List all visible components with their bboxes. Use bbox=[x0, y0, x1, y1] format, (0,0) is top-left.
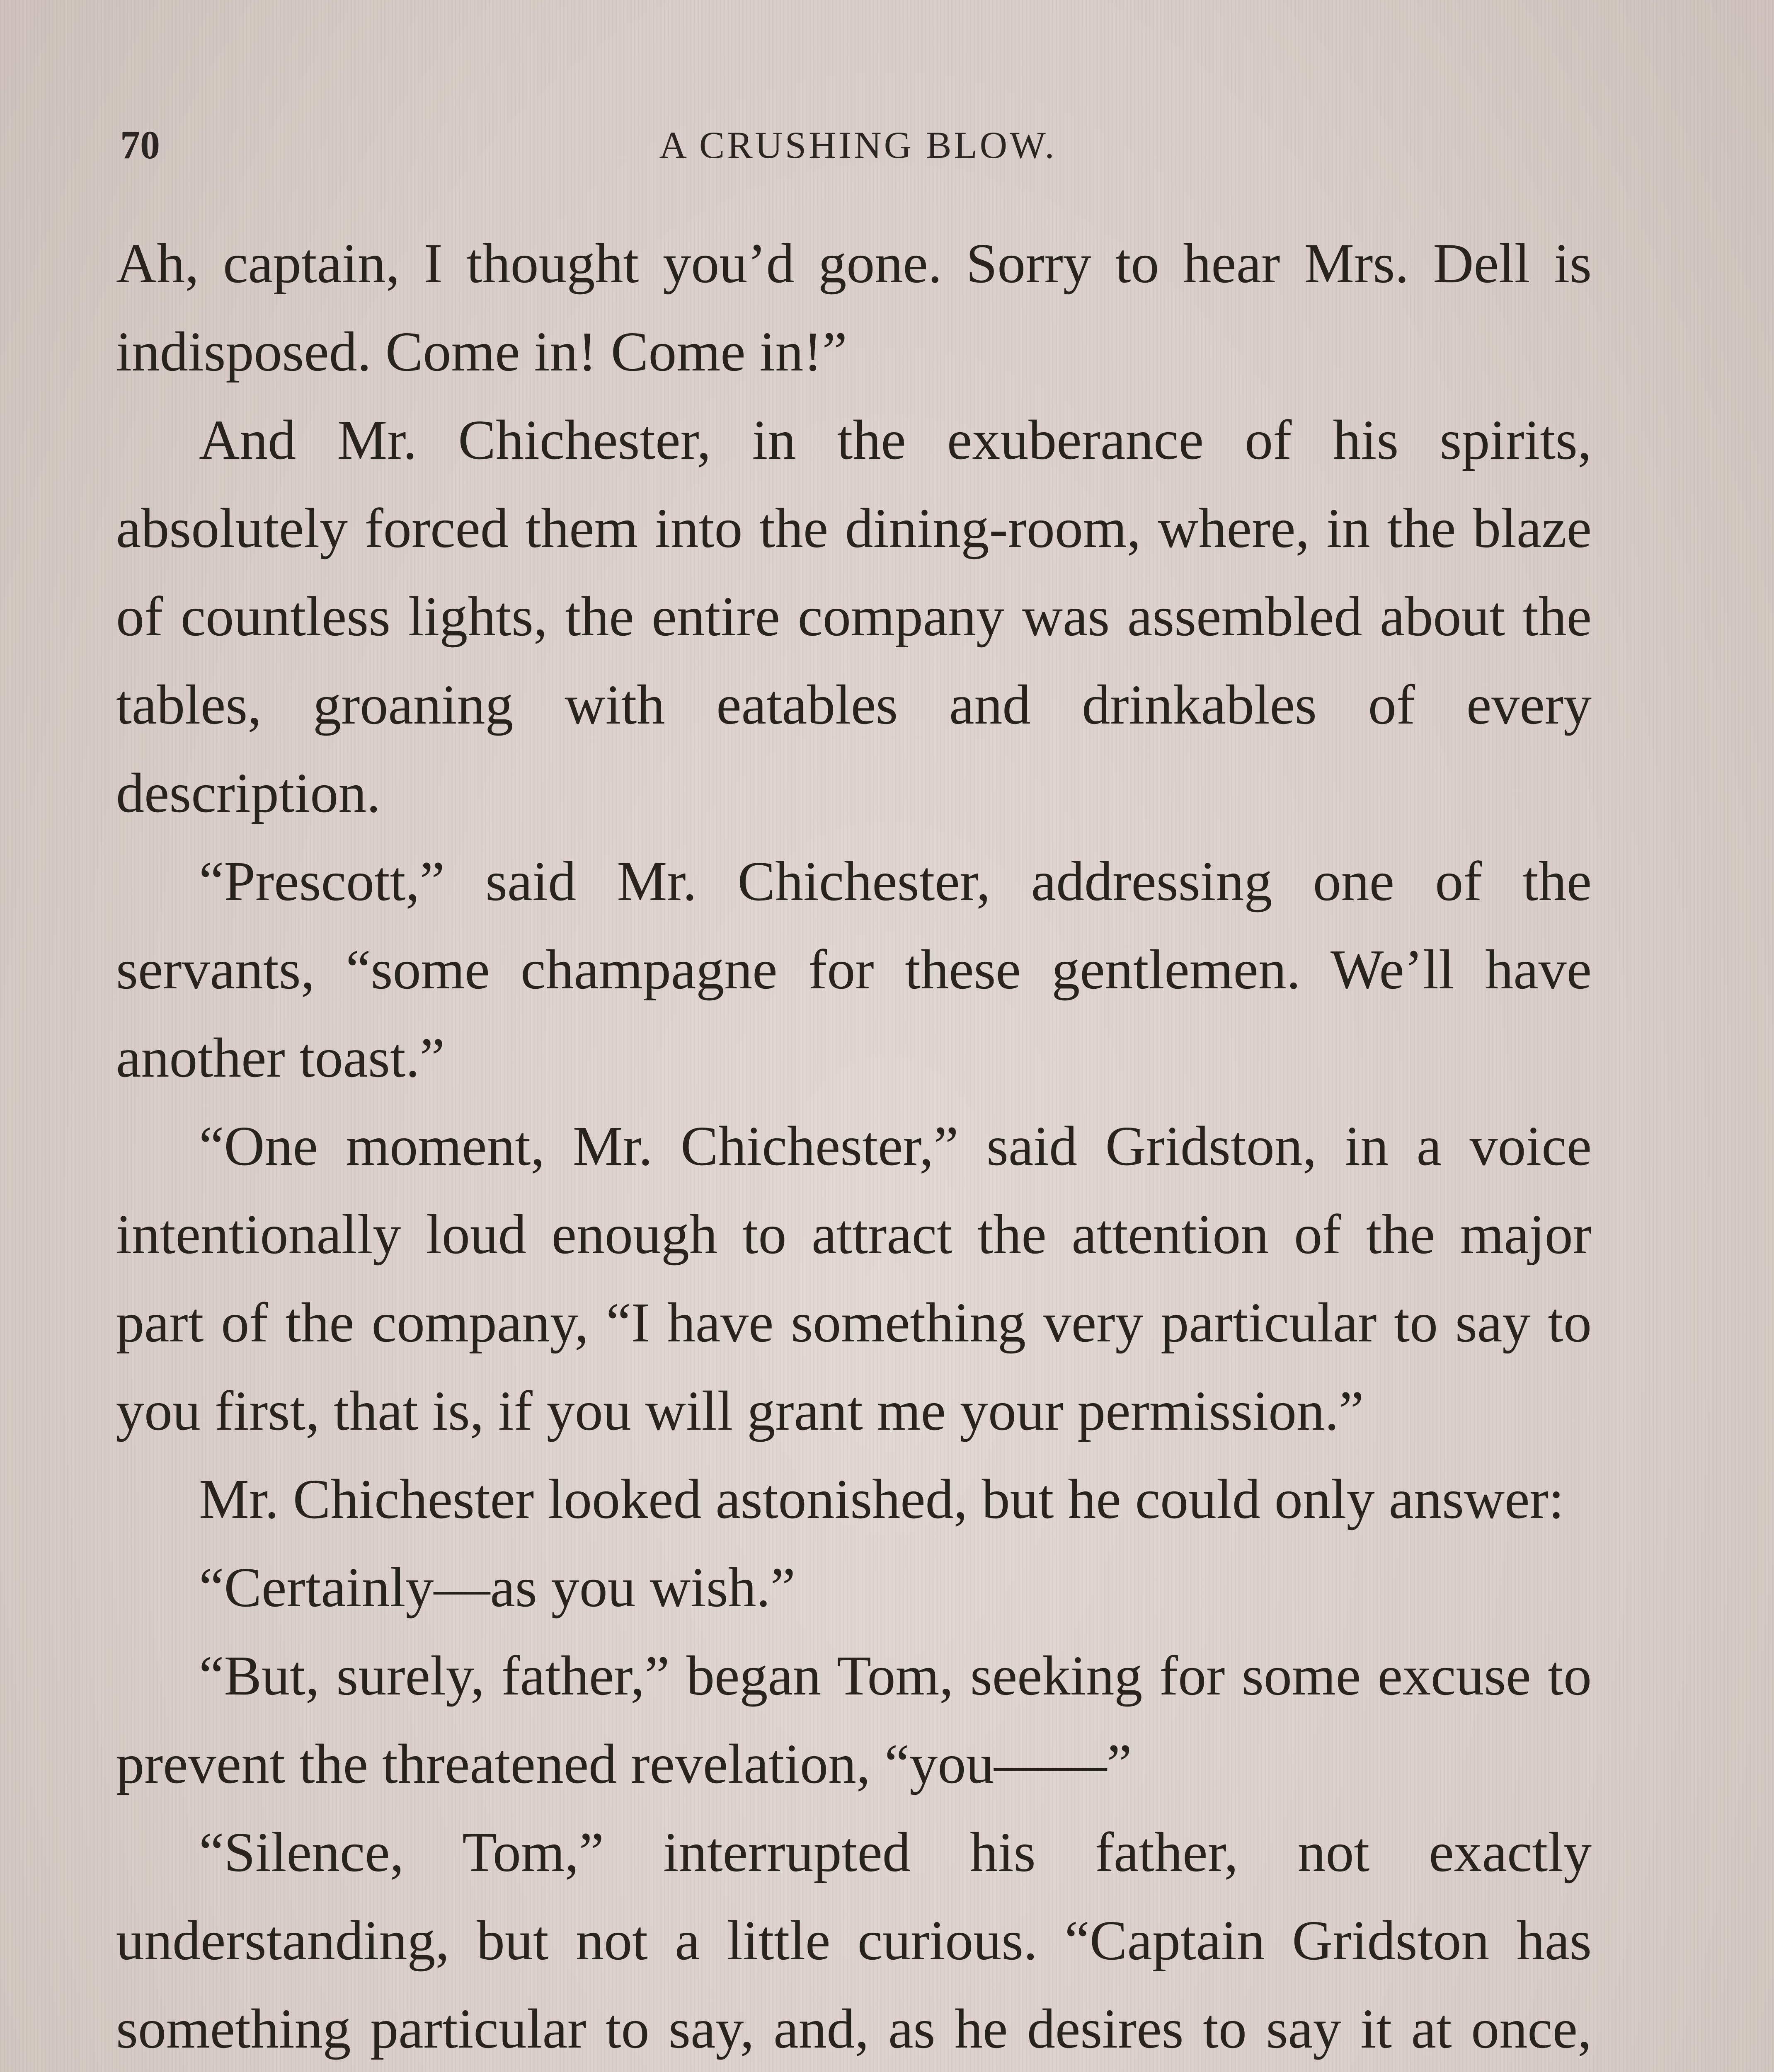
paragraph: “Certainly—as you wish.” bbox=[199, 1556, 796, 1619]
paragraph: Mr. Chichester looked astonished, but he could only answer: bbox=[199, 1468, 1564, 1530]
paragraph: “But, surely, father,” began Tom, seeking for some excuse to prevent the threatened revelation, “you——” bbox=[116, 1645, 1592, 1795]
paragraph: And Mr. Chichester, in the exuberance of his spirits, absolutely forced them into the dining-room, where, in the blaze of countless lights, the entire company was assembled about the tables, groaning with eatables and drinkables of every description. bbox=[116, 409, 1592, 824]
running-head bbox=[120, 118, 1596, 172]
chapter-title: A CRUSHING BLOW. bbox=[659, 124, 1057, 166]
paragraph: “Prescott,” said Mr. Chichester, addressing one of the servants, “some champagne for these gentlemen. We’ll have another toast.” bbox=[116, 850, 1592, 1089]
paragraph: “Silence, Tom,” interrupted his father, not exactly understanding, but not a little curious. “Captain Gridston has something particular to say, and, as he desires to say it at once, bbox=[116, 1821, 1592, 2060]
paragraph: “One moment, Mr. Chichester,” said Gridston, in a voice intentionally loud enough to attract the attention of the major part of the company, “I have something very particular to say to you first, that is, if you will grant me your permission.” bbox=[116, 1115, 1592, 1442]
page-number: 70 bbox=[120, 123, 160, 167]
body-text bbox=[116, 220, 1592, 2072]
paragraph: Ah, captain, I thought you’d gone. Sorry to hear Mrs. Dell is indisposed. Come in! Come in!” bbox=[116, 232, 1592, 383]
